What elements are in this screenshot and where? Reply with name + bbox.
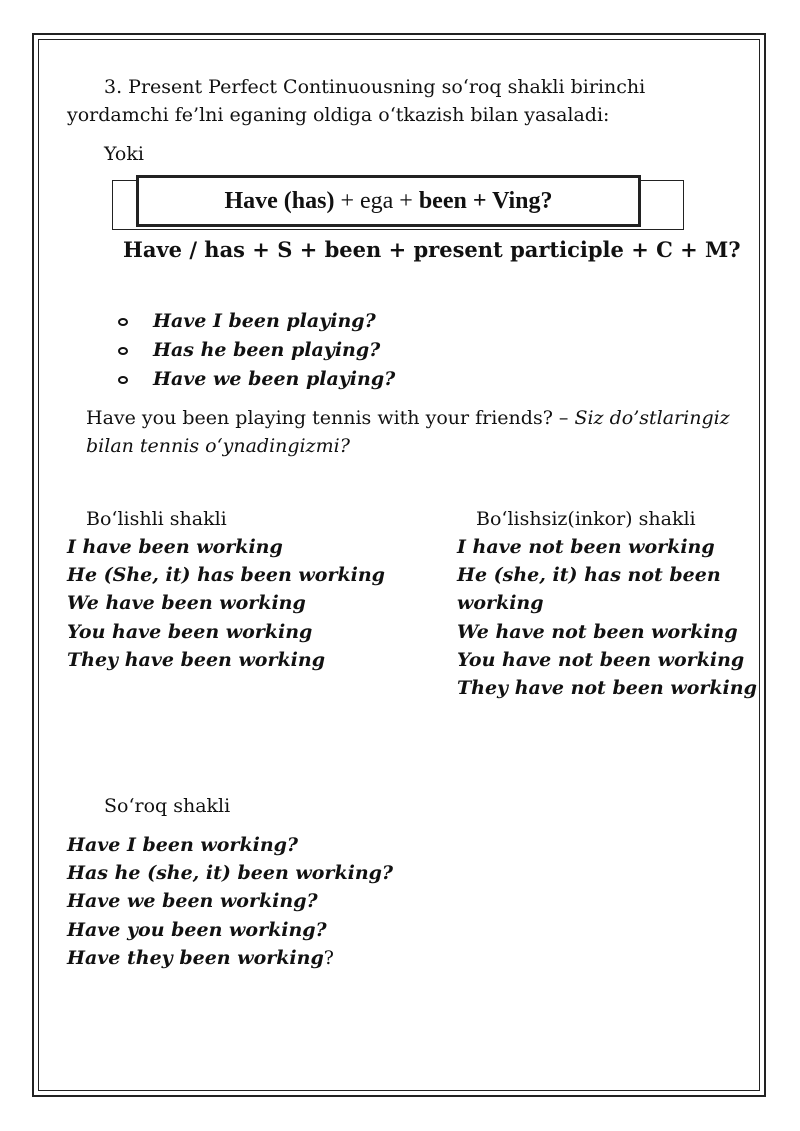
translation-english: Have you been playing tennis with your friends? – [86, 407, 575, 429]
question-line: Have they been working [67, 947, 324, 969]
translation-line-1 [86, 404, 730, 432]
question-mark: ? [323, 947, 334, 969]
affirmative-line: We have been working [67, 592, 306, 614]
negative-line: They have not been working [457, 677, 757, 699]
negative-line: We have not been working [457, 621, 738, 643]
negative-line: You have not been working [457, 649, 745, 671]
negative-heading: Bo‘lishsiz(inkor) shakli [476, 508, 696, 530]
bullet-icon [118, 347, 128, 355]
translation-line-2: bilan tennis o‘ynadingizmi? [86, 435, 350, 457]
question-line-last [67, 944, 334, 972]
affirmative-line: They have been working [67, 649, 325, 671]
formula-been-ving: been + Ving? [418, 187, 553, 214]
formula-line-2: Have / has + S + been + present participle + C + M? [123, 237, 741, 262]
affirmative-line: You have been working [67, 621, 313, 643]
affirmative-heading: Bo‘lishli shakli [86, 508, 227, 530]
affirmative-line: I have been working [67, 536, 283, 558]
negative-line: I have not been working [457, 536, 715, 558]
question-heading: So‘roq shakli [104, 795, 231, 817]
negative-line: He (she, it) has not been [457, 564, 721, 586]
translation-uzbek: Siz do’stlaringiz [574, 407, 730, 429]
example-item: Have we been playing? [153, 368, 396, 390]
bullet-icon [118, 376, 128, 384]
example-item: Has he been playing? [153, 339, 381, 361]
question-line: Have you been working? [67, 919, 327, 941]
intro-line-1: 3. Present Perfect Continuousning so‘roq shakli birinchi [104, 76, 646, 98]
formula-ega: + ega + [334, 187, 419, 214]
question-line: Have I been working? [67, 834, 299, 856]
intro-line-2: yordamchi fe’lni eganing oldiga o‘tkazish bilan yasaladi: [67, 104, 610, 126]
question-line: Has he (she, it) been working? [67, 862, 394, 884]
question-line: Have we been working? [67, 890, 318, 912]
bullet-icon [118, 318, 128, 326]
affirmative-line: He (She, it) has been working [67, 564, 385, 586]
example-item: Have I been playing? [153, 310, 376, 332]
formula-box [136, 175, 641, 227]
yoki-label: Yoki [104, 143, 144, 165]
negative-line: working [457, 592, 544, 614]
formula-have-has: Have (has) [224, 187, 335, 214]
